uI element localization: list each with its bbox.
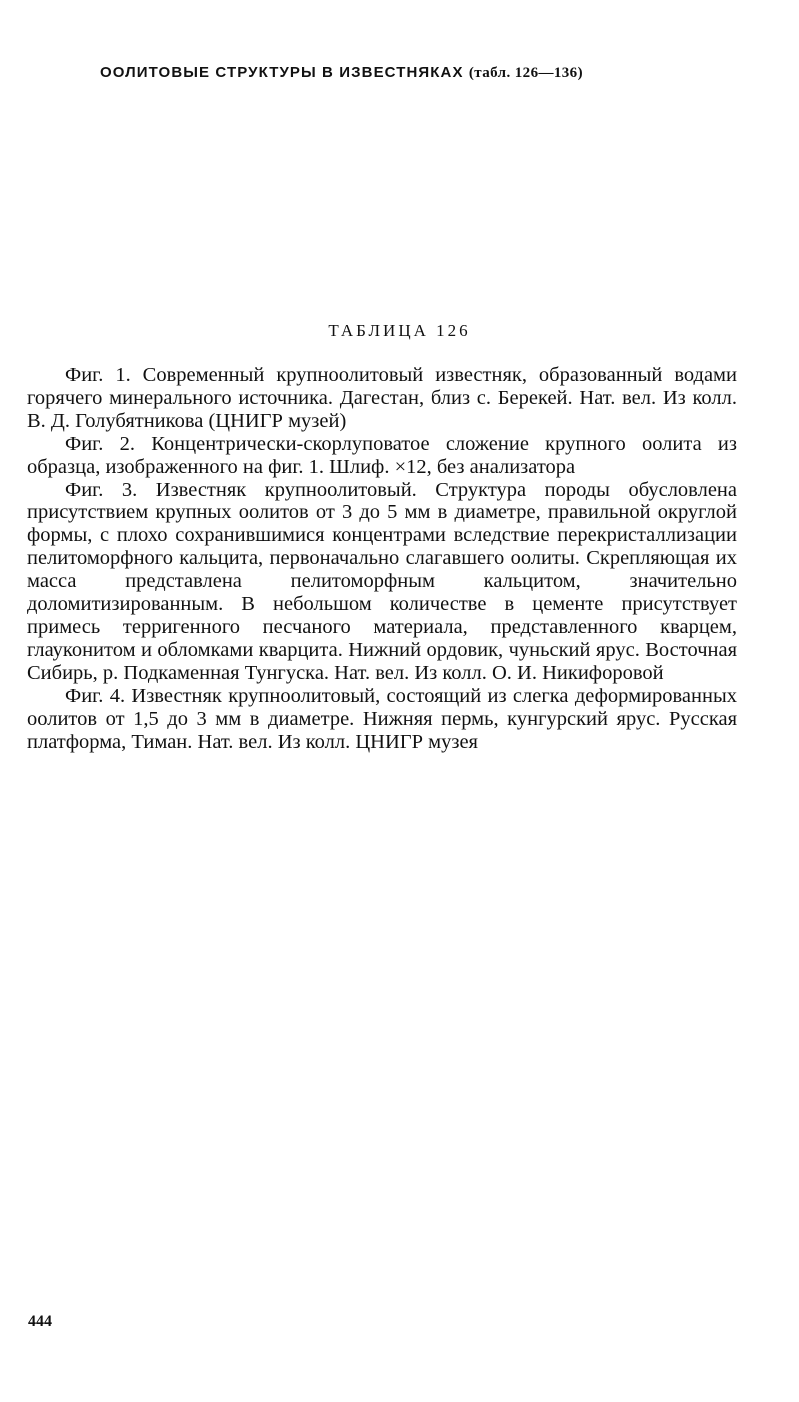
running-head <box>100 64 740 82</box>
running-head-table-ref: (табл. 126—136) <box>468 65 583 81</box>
caption-fig-1: Фиг. 1. Современный крупноолитовый известняк, образованный водами горячего минерального источника. Дагестан, близ с. Берекей. Нат. вел. Из колл. В. Д. Голубятникова (ЦНИГР музей) <box>27 364 737 432</box>
table-title: ТАБЛИЦА 126 <box>328 321 471 340</box>
caption-fig-2: Фиг. 2. Концентрически-скорлуповатое сложение крупного оолита из образца, изображенного на фиг. 1. Шлиф. ×12, без анализатора <box>27 432 737 478</box>
caption-fig-4: Фиг. 4. Известняк крупноолитовый, состоящий из слегка деформированных оолитов от 1,5 до 3 мм в диаметре. Нижняя пермь, кунгурский ярус. Русская платформа, Тиман. Нат. вел. Из колл. ЦНИГР музея <box>27 684 737 753</box>
caption-fig-3: Фиг. 3. Известняк крупноолитовый. Структура породы обусловлена присутствием крупных оолитов от 3 до 5 мм в диаметре, правильной округлой формы, с плохо сохранившимися концентрами вследствие перекристаллизации пелитоморфного кальцита, первоначально слагавшего оолиты. Скрепляющая их масса представлена пелитоморфным кальцитом, значительно доломитизированным. В небольшом количестве в цементе присутствует примесь терригенного песчаного материала, представленного кварцем, глауконитом и обломками кварцита. Нижний ордовик, чуньский ярус. Восточная Сибирь, р. Подкаменная Тунгуска. Нат. вел. Из колл. О. И. Никифоровой <box>27 478 737 684</box>
figure-captions <box>27 364 737 753</box>
running-head-title: ООЛИТОВЫЕ СТРУКТУРЫ В ИЗВЕСТНЯКАХ <box>100 64 464 81</box>
page-number: 444 <box>28 1313 52 1330</box>
